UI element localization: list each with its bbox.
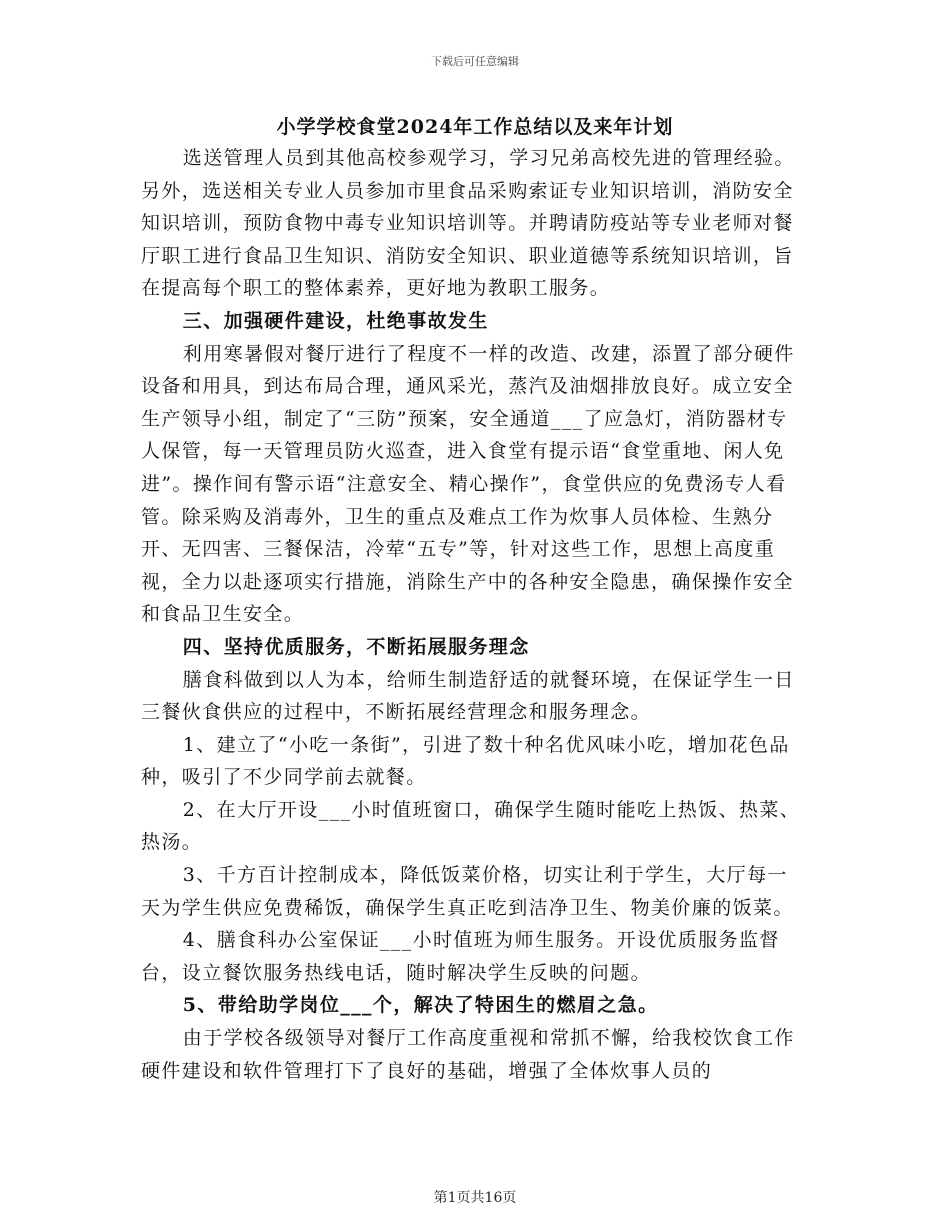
page-header-note: 下载后可任意编辑 [431, 55, 519, 68]
paragraph: 膳食科做到以人为本，给师生制造舒适的就餐环境，在保证学生一日三餐伙食供应的过程中，不断拓展经营理念和服务理念。 [141, 668, 795, 724]
page-number: 第1页共16页 [433, 1190, 517, 1206]
document-title: 小学学校食堂2024年工作总结以及来年计划 [276, 116, 674, 138]
list-item: 3、千方百计控制成本，降低饭菜价格，切实让利于学生，大厅每一天为学生供应免费稀饭，确保学生真正吃到洁净卫生、物美价廉的饭菜。 [141, 864, 794, 919]
section-heading: 三、加强硬件建设，杜绝事故发生 [182, 309, 489, 332]
paragraph: 选送管理人员到其他高校参观学习，学习兄弟高校先进的管理经验。另外，选送相关专业人员参加市里食品采购索证专业知识培训，消防安全知识培训，预防食物中毒专业知识培训等。并聘请防疫站等专业老师对餐厅职工进行食品卫生知识、消防安全知识、职业道德等系统知识培训，旨在提高每个职工的整体素养，更好地为教职工服务。 [141, 147, 795, 300]
list-item: 2、在大厅开设___小时值班窗口，确保学生随时能吃上热饭、热菜、热汤。 [141, 798, 801, 854]
list-item: 4、膳食科办公室保证___小时值班为师生服务。开设优质服务监督台，设立餐饮服务热线电话，随时解决学生反映的问题。 [141, 929, 780, 984]
section-heading: 四、坚持优质服务，不断拓展服务理念 [182, 635, 530, 658]
document-body [141, 142, 806, 1087]
paragraph: 利用寒暑假对餐厅进行了程度不一样的改造、改建，添置了部分硬件设备和用具，到达布局合理，通风采光，蒸汽及油烟排放良好。成立安全生产领导小组，制定了“三防”预案，安全通道___了应急灯，消防器材专人保管，每一天管理员防火巡查，进入食堂有提示语“食堂重地、闲人免进”。操作间有警示语“注意安全、精心操作”，食堂供应的免费汤专人看管。除采购及消毒外，卫生的重点及难点工作为炊事人员体检、生熟分开、无四害、三餐保洁，冷荤“五专”等，针对这些工作，思想上高度重视，全力以赴逐项实行措施，消除生产中的各种安全隐患，确保操作安全和食品卫生安全。 [141, 342, 795, 626]
paragraph: 由于学校各级领导对餐厅工作高度重视和常抓不懈，给我校饮食工作硬件建设和软件管理打下了良好的基础，增强了全体炊事人员的 [141, 1027, 795, 1082]
section-heading: 5、带给助学岗位___个，解决了特困生的燃眉之急。 [182, 994, 659, 1017]
list-item: 1、建立了“小吃一条街”，引进了数十种名优风味小吃，增加花色品种，吸引了不少同学前去就餐。 [141, 733, 790, 789]
